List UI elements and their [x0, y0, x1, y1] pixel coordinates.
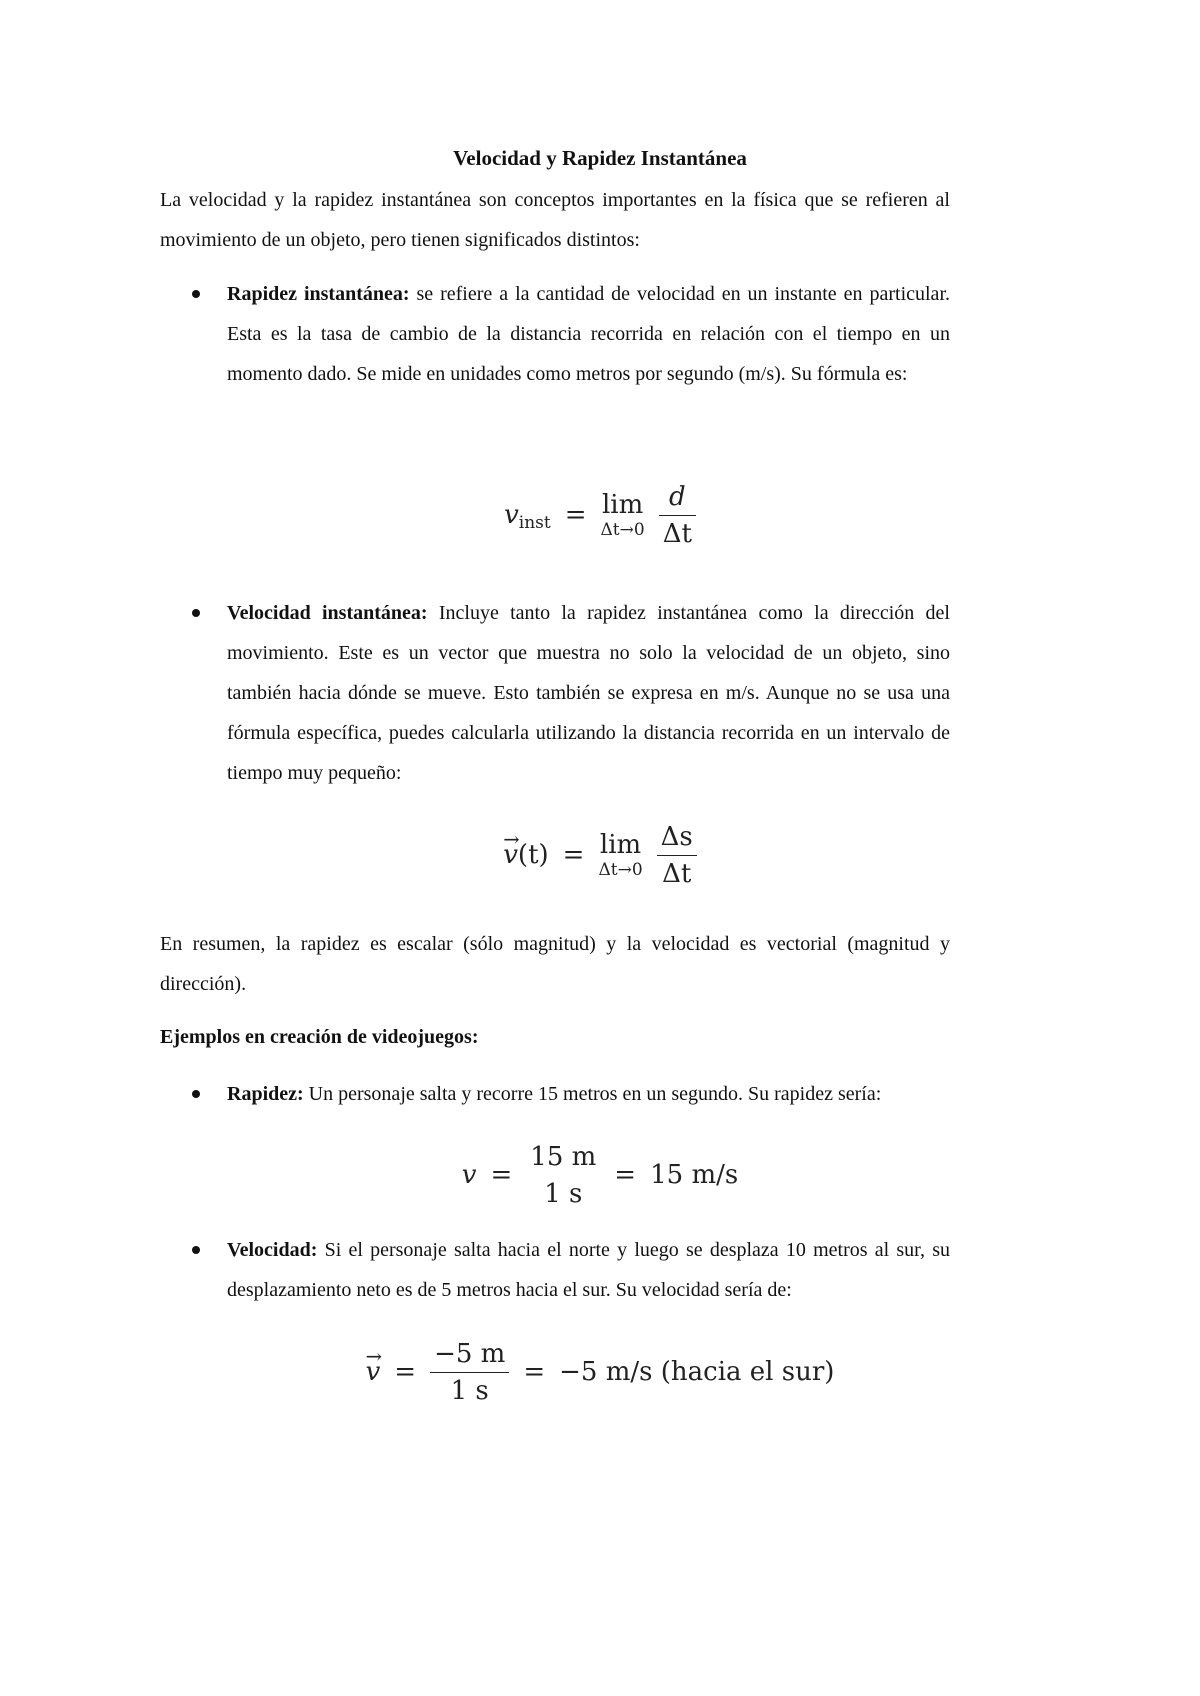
fraction-denominator: Δt: [662, 518, 692, 549]
intro-text: La velocidad y la rapidez instantánea son conceptos importantes en la física que se refieren al movimiento de un objeto, pero tienen significados distintos:: [160, 189, 950, 251]
formula-equals-2: =: [523, 1357, 546, 1387]
bullet-text: Si el personaje salta hacia el norte y luego se desplaza 10 metros al sur, su desplazamiento neto es de 5 metros hacia el sur. Su velocidad sería de:: [227, 1239, 950, 1301]
bullet-term: Rapidez instantánea:: [227, 283, 410, 305]
fraction-denominator: Δt: [662, 858, 692, 889]
limit-operator: lim: [599, 830, 642, 860]
examples-heading: Ejemplos en creación de videojuegos:: [160, 1026, 479, 1048]
bullet-rapidez-instantanea: [227, 274, 950, 394]
formula-equals: =: [564, 500, 587, 530]
limit-subscript: Δt→0: [598, 860, 643, 880]
bullet-text: se refiere a la cantidad de velocidad en un instante en particular. Esta es la tasa de cambio de la distancia recorrida en relación con el tiempo en un momento dado. Se mide en unidades como metros por segundo (m/s). Su fórmula es:: [227, 283, 950, 385]
example-velocidad: [227, 1230, 950, 1310]
intro-paragraph: [160, 180, 950, 260]
bullet-text: Incluye tanto la rapidez instantánea como la dirección del movimiento. Este es un vector que muestra no solo la velocidad de un objeto, sino también hacia dónde se mueve. Esto también se expresa en m/s. Aunque no se usa una fórmula específica, puedes calcularla utilizando la distancia recorrida en un intervalo de tiempo muy pequeño:: [227, 602, 950, 784]
formula-var: → v: [503, 840, 518, 870]
formula-result: 15 m/s: [650, 1160, 739, 1190]
formula-rapidez-instantanea: [380, 470, 820, 560]
limit-subscript: Δt→0: [600, 520, 645, 540]
formula-limit: [601, 490, 645, 540]
document-title: Velocidad y Rapidez Instantánea: [453, 146, 747, 170]
limit-operator: lim: [601, 490, 644, 520]
formula-subscript: inst: [518, 513, 551, 533]
example-rapidez: [227, 1074, 950, 1114]
formula-equals: =: [562, 840, 585, 870]
bullet-text: Un personaje salta y recorre 15 metros en un segundo. Su rapidez sería:: [303, 1083, 882, 1105]
formula-argument: (t): [517, 840, 549, 870]
fraction-numerator: 15 m: [530, 1141, 597, 1172]
formula-fraction: [657, 819, 697, 892]
fraction-numerator: Δs: [660, 821, 693, 852]
bullet-term: Velocidad instantánea:: [227, 602, 428, 624]
formula-fraction: [659, 479, 696, 552]
summary-paragraph: [160, 924, 950, 1004]
formula-velocidad-ejemplo: [330, 1332, 870, 1412]
formula-var: v: [461, 1160, 477, 1190]
formula-var: v: [504, 500, 519, 530]
fraction-numerator: −5 m: [434, 1338, 506, 1369]
bullet-dot: [192, 1090, 200, 1098]
formula-var: → v: [366, 1357, 381, 1387]
fraction-numerator: d: [668, 481, 686, 512]
formula-result: −5 m/s (hacia el sur): [559, 1357, 835, 1387]
formula-limit: [598, 830, 642, 880]
bullet-dot: [192, 1246, 200, 1254]
formula-fraction: [526, 1139, 600, 1212]
bullet-dot: [192, 609, 200, 617]
bullet-dot: [192, 290, 200, 298]
summary-text: En resumen, la rapidez es escalar (sólo magnitud) y la velocidad es vectorial (magnitud y dirección).: [160, 933, 950, 995]
bullet-term: Rapidez:: [227, 1083, 304, 1105]
bullet-velocidad-instantanea: [227, 593, 950, 793]
formula-equals-2: =: [614, 1160, 637, 1190]
formula-equals: =: [394, 1357, 417, 1387]
formula-rapidez-ejemplo: [380, 1135, 820, 1215]
formula-fraction: [430, 1336, 509, 1409]
fraction-denominator: 1 s: [544, 1178, 583, 1209]
fraction-denominator: 1 s: [450, 1375, 489, 1406]
formula-velocidad-instantanea: [380, 810, 820, 900]
bullet-term: Velocidad:: [227, 1239, 318, 1261]
formula-equals: =: [490, 1160, 513, 1190]
